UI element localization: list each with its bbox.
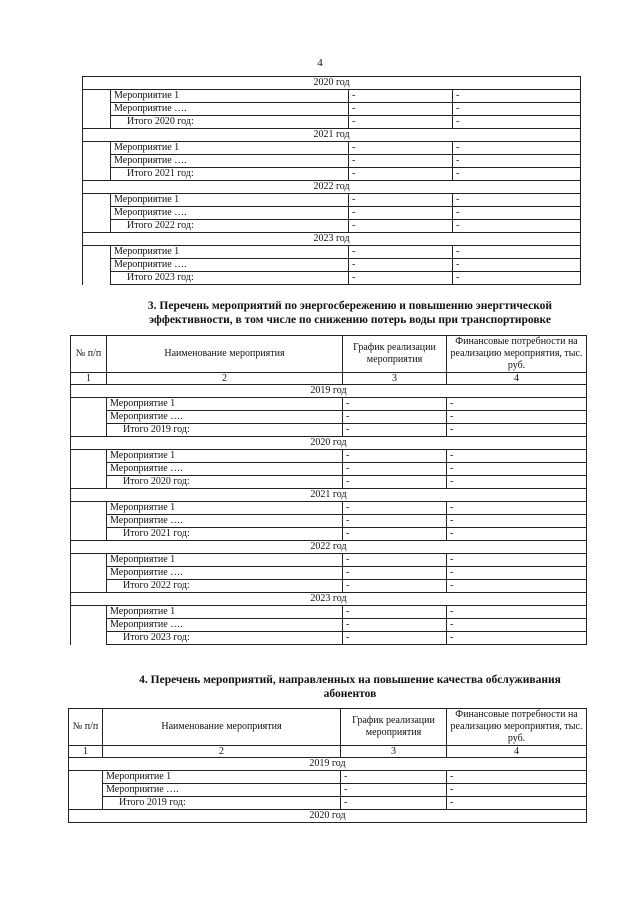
table-row [83,246,581,259]
schedule-cell: - [343,424,447,437]
schedule-cell: - [349,194,453,207]
number-cell [71,398,107,411]
schedule-cell: - [349,207,453,220]
total-row [71,528,587,541]
year-row [69,758,587,771]
year-label: 2023 год [83,233,581,246]
table-row [71,463,587,476]
year-row [71,437,587,450]
total-row [83,272,581,285]
finance-cell: - [447,567,587,580]
year-label: 2022 год [83,181,581,194]
finance-cell: - [447,554,587,567]
col-number: 2 [103,746,341,758]
activity-name-cell: Мероприятие …. [103,784,341,797]
year-label: 2020 год [83,77,581,90]
number-cell [71,619,107,632]
table-section-3 [70,335,587,645]
header-name: Наименование мероприятия [107,336,343,373]
activity-name-cell: Мероприятие …. [107,411,343,424]
finance-cell: - [447,463,587,476]
total-row [83,168,581,181]
activity-name-cell: Итого 2020 год: [111,116,349,129]
finance-cell: - [447,784,587,797]
activity-name-cell: Итого 2023 год: [107,632,343,645]
number-cell [71,567,107,580]
activity-name-cell: Мероприятие 1 [111,194,349,207]
number-cell [83,207,111,220]
activity-name-cell: Мероприятие …. [111,103,349,116]
number-cell [71,632,107,645]
header-finance: Финансовые потребности на реализацию мероприятия, тыс. руб. [447,336,587,373]
activity-name-cell: Мероприятие 1 [111,246,349,259]
finance-cell: - [447,606,587,619]
table-section-4 [68,708,587,823]
schedule-cell: - [341,771,447,784]
number-cell [69,784,103,797]
table-row [71,619,587,632]
total-row [83,116,581,129]
header-schedule: График реализации мероприятия [343,336,447,373]
activity-name-cell: Мероприятие …. [107,515,343,528]
schedule-cell: - [341,784,447,797]
table-row [71,515,587,528]
number-cell [83,116,111,129]
finance-cell: - [453,90,581,103]
header-number: № п/п [69,709,103,746]
total-row [71,476,587,489]
year-label: 2022 год [71,541,587,554]
finance-cell: - [453,259,581,272]
schedule-cell: - [343,606,447,619]
number-cell [83,259,111,272]
number-cell [83,220,111,233]
schedule-cell: - [343,632,447,645]
year-row [83,233,581,246]
schedule-cell: - [349,246,453,259]
finance-cell: - [453,155,581,168]
schedule-cell: - [343,554,447,567]
finance-cell: - [453,246,581,259]
activity-name-cell: Итого 2021 год: [107,528,343,541]
table-row [71,450,587,463]
finance-cell: - [447,632,587,645]
finance-cell: - [447,619,587,632]
table-row [83,194,581,207]
header-finance: Финансовые потребности на реализацию мероприятия, тыс. руб. [447,709,587,746]
year-label: 2020 год [71,437,587,450]
schedule-cell: - [349,116,453,129]
column-number-row [69,746,587,758]
activity-name-cell: Мероприятие …. [111,155,349,168]
year-label: 2023 год [71,593,587,606]
activity-name-cell: Итого 2019 год: [107,424,343,437]
finance-cell: - [447,528,587,541]
finance-cell: - [447,797,587,810]
number-cell [71,528,107,541]
activity-name-cell: Мероприятие 1 [103,771,341,784]
total-row [83,220,581,233]
finance-cell: - [447,502,587,515]
finance-cell: - [447,771,587,784]
header-name: Наименование мероприятия [103,709,341,746]
number-cell [69,771,103,784]
total-row [71,424,587,437]
table-header-row [69,709,587,746]
total-row [69,797,587,810]
finance-cell: - [453,168,581,181]
finance-cell: - [453,207,581,220]
number-cell [83,194,111,207]
table-row [71,411,587,424]
number-cell [83,168,111,181]
year-row [83,181,581,194]
section-4-title: 4. Перечень мероприятий, направленных на повышение качества обслуживания абонентов [139,674,561,700]
number-cell [71,515,107,528]
section-3-title: 3. Перечень мероприятий по энергосбережению и повышению энергтической эффективности, в том числе по снижению потерь воды при транспортировке [147,300,553,326]
year-row [71,541,587,554]
column-number-row [71,373,587,385]
schedule-cell: - [343,580,447,593]
schedule-cell: - [349,272,453,285]
schedule-cell: - [349,103,453,116]
col-number: 3 [343,373,447,385]
schedule-cell: - [343,619,447,632]
finance-cell: - [447,476,587,489]
finance-cell: - [447,398,587,411]
activity-name-cell: Мероприятие 1 [111,90,349,103]
number-cell [71,580,107,593]
year-label: 2021 год [71,489,587,502]
number-cell [71,450,107,463]
year-row [83,77,581,90]
schedule-cell: - [343,463,447,476]
number-cell [69,797,103,810]
page-number: 4 [317,57,323,69]
table-row [83,90,581,103]
table-row [69,771,587,784]
col-number: 4 [447,373,587,385]
schedule-cell: - [349,142,453,155]
finance-cell: - [447,515,587,528]
total-row [71,580,587,593]
schedule-cell: - [349,90,453,103]
number-cell [83,246,111,259]
finance-cell: - [453,272,581,285]
schedule-cell: - [349,155,453,168]
schedule-cell: - [349,220,453,233]
number-cell [71,554,107,567]
activity-name-cell: Мероприятие …. [107,619,343,632]
table-row [71,567,587,580]
year-label: 2020 год [69,810,587,823]
schedule-cell: - [343,515,447,528]
number-cell [71,502,107,515]
table-row [71,398,587,411]
number-cell [83,103,111,116]
activity-name-cell: Мероприятие 1 [107,398,343,411]
activity-name-cell: Мероприятие …. [107,567,343,580]
year-row [71,489,587,502]
number-cell [71,411,107,424]
activity-name-cell: Итого 2023 год: [111,272,349,285]
year-label: 2019 год [71,385,587,398]
total-row [71,632,587,645]
year-label: 2019 год [69,758,587,771]
finance-cell: - [447,411,587,424]
table-top-continuation [82,76,581,285]
year-row [71,385,587,398]
year-row [71,593,587,606]
col-number: 4 [447,746,587,758]
table-row [83,259,581,272]
number-cell [83,272,111,285]
finance-cell: - [453,116,581,129]
year-label: 2021 год [83,129,581,142]
number-cell [83,142,111,155]
table-row [83,103,581,116]
col-number: 1 [71,373,107,385]
activity-name-cell: Итого 2022 год: [111,220,349,233]
activity-name-cell: Итого 2019 год: [103,797,341,810]
activity-name-cell: Мероприятие 1 [107,450,343,463]
header-schedule: График реализации мероприятия [341,709,447,746]
col-number: 2 [107,373,343,385]
number-cell [83,155,111,168]
schedule-cell: - [343,450,447,463]
table-row [83,207,581,220]
finance-cell: - [453,194,581,207]
header-number: № п/п [71,336,107,373]
year-row [69,810,587,823]
table-row [69,784,587,797]
table-row [71,554,587,567]
activity-name-cell: Мероприятие …. [111,259,349,272]
schedule-cell: - [349,259,453,272]
number-cell [71,463,107,476]
number-cell [71,476,107,489]
activity-name-cell: Мероприятие …. [107,463,343,476]
activity-name-cell: Итого 2020 год: [107,476,343,489]
col-number: 1 [69,746,103,758]
activity-name-cell: Мероприятие 1 [107,502,343,515]
table-row [83,155,581,168]
finance-cell: - [453,103,581,116]
schedule-cell: - [341,797,447,810]
schedule-cell: - [343,398,447,411]
activity-name-cell: Итого 2021 год: [111,168,349,181]
schedule-cell: - [349,168,453,181]
finance-cell: - [447,580,587,593]
col-number: 3 [341,746,447,758]
schedule-cell: - [343,567,447,580]
table-row [83,142,581,155]
finance-cell: - [447,424,587,437]
finance-cell: - [447,450,587,463]
schedule-cell: - [343,528,447,541]
activity-name-cell: Итого 2022 год: [107,580,343,593]
number-cell [83,90,111,103]
table-row [71,606,587,619]
table-row [71,502,587,515]
schedule-cell: - [343,502,447,515]
activity-name-cell: Мероприятие …. [111,207,349,220]
finance-cell: - [453,142,581,155]
year-row [83,129,581,142]
finance-cell: - [453,220,581,233]
activity-name-cell: Мероприятие 1 [107,554,343,567]
schedule-cell: - [343,476,447,489]
schedule-cell: - [343,411,447,424]
table-header-row [71,336,587,373]
activity-name-cell: Мероприятие 1 [111,142,349,155]
activity-name-cell: Мероприятие 1 [107,606,343,619]
number-cell [71,424,107,437]
number-cell [71,606,107,619]
